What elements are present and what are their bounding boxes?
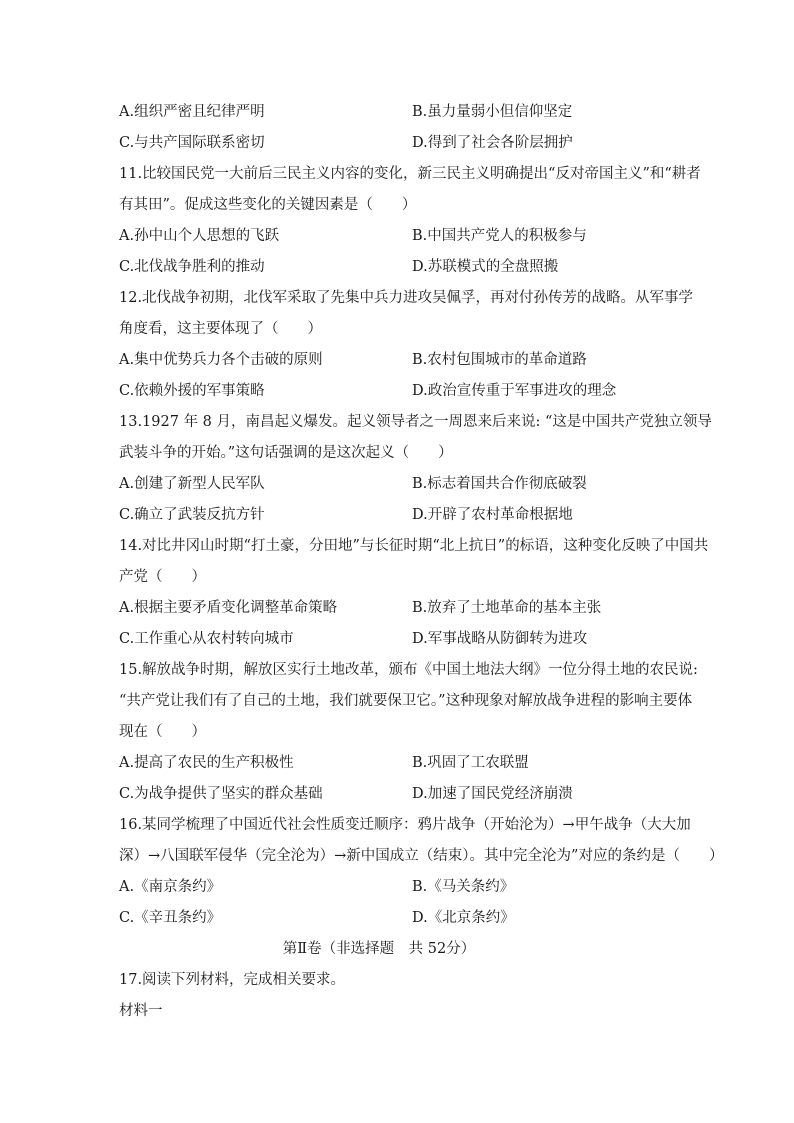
q16-stem-line-2: 深）→八国联军侵华（完全沦为）→新中国成立（结束）。其中完全沦为”对应的条约是（ ） — [119, 848, 724, 864]
q11-stem-line-2: 有其田”。促成这些变化的关键因素是（ ） — [119, 197, 417, 213]
q14-option-a: A.根据主要矛盾变化调整革命策略 — [119, 600, 338, 616]
q14-option-c: C.工作重心从农村转向城市 — [119, 631, 294, 647]
q11-option-a: A.孙中山个人思想的飞跃 — [119, 228, 280, 244]
q16-option-a: A.《南京条约》 — [119, 879, 222, 895]
q16-option-c: C.《辛丑条约》 — [119, 910, 222, 926]
q12-option-d: D.政治宣传重于军事进攻的理念 — [412, 383, 617, 399]
q13-options-row-1 — [119, 469, 679, 500]
q13-stem-line-1: 13.1927 年 8 月，南昌起义爆发。起义领导者之一周恩来后来说: “这是中国共产党独立领导 — [119, 414, 712, 430]
section-2-heading: 第Ⅱ卷（非选择题 共 52分） — [282, 941, 476, 957]
q14-option-d: D.军事战略从防御转为进攻 — [412, 631, 588, 647]
q15-option-a: A.提高了农民的生产积极性 — [119, 755, 294, 771]
q14-option-b: B.放弃了土地革命的基本主张 — [412, 600, 602, 616]
q17-stem-line-1: 17.阅读下列材料，完成相关要求。 — [119, 972, 346, 988]
q16-option-b: B.《马关条约》 — [412, 879, 515, 895]
q15-stem-line-2: “共产党让我们有了自己的土地，我们就要保卫它。”这种现象对解放战争进程的影响主要体 — [119, 693, 693, 709]
q12-options-row-2 — [119, 376, 679, 407]
q15-option-d: D.加速了国民党经济崩溃 — [412, 786, 573, 802]
q12-stem-line-2: 角度看，这主要体现了（ ） — [119, 321, 322, 337]
q15-option-c: C.为战争提供了坚实的群众基础 — [119, 786, 323, 802]
q14-options-row-1 — [119, 593, 679, 624]
q11-options-row-1 — [119, 221, 679, 252]
q15-stem-line-3: 现在（ ） — [119, 724, 206, 740]
q11-stem-line-1: 11.比较国民党一大前后三民主义内容的变化，新三民主义明确提出“反对帝国主义”和“耕者 — [119, 166, 701, 182]
q12-option-b: B.农村包围城市的革命道路 — [412, 352, 587, 368]
q12-option-a: A.集中优势兵力各个击破的原则 — [119, 352, 323, 368]
q13-option-a: A.创建了新型人民军队 — [119, 476, 265, 492]
q14-options-row-2 — [119, 624, 679, 655]
q11-option-b: B.中国共产党人的积极参与 — [412, 228, 587, 244]
q17-material-label: 材料一 — [119, 1003, 163, 1019]
q10-option-c: C.与共产国际联系密切 — [119, 135, 265, 151]
q12-option-c: C.依赖外援的军事策略 — [119, 383, 265, 399]
q15-stem-line-1: 15.解放战争时期，解放区实行土地改革，颁布《中国土地法大纲》一位分得土地的农民说: — [119, 662, 698, 678]
q15-options-row-1 — [119, 748, 679, 779]
q16-options-row-2 — [119, 903, 679, 934]
q13-options-row-2 — [119, 500, 679, 531]
q10-option-d: D.得到了社会各阶层拥护 — [412, 135, 573, 151]
q11-option-d: D.苏联模式的全盘照搬 — [412, 259, 559, 275]
q13-option-b: B.标志着国共合作彻底破裂 — [412, 476, 587, 492]
q15-options-row-2 — [119, 779, 679, 810]
q12-options-row-1 — [119, 345, 679, 376]
q11-option-c: C.北伐战争胜利的推动 — [119, 259, 265, 275]
q11-options-row-2 — [119, 252, 679, 283]
q10-option-b: B.虽力量弱小但信仰坚定 — [412, 104, 573, 120]
q13-stem-line-2: 武装斗争的开始。”这句话强调的是这次起义（ ） — [119, 445, 453, 461]
q16-options-row-1 — [119, 872, 679, 903]
q14-stem-line-1: 14.对比井冈山时期“打土豪，分田地”与长征时期“北上抗日”的标语，这种变化反映了中国共 — [119, 538, 709, 554]
q14-stem-line-2: 产党（ ） — [119, 569, 206, 585]
q10-options-row-2 — [119, 128, 679, 159]
q12-stem-line-1: 12.北伐战争初期，北伐军采取了先集中兵力进攻吴佩孚，再对付孙传芳的战略。从军事学 — [119, 290, 694, 306]
q16-option-d: D.《北京条约》 — [412, 910, 515, 926]
q13-option-c: C.确立了武装反抗方针 — [119, 507, 265, 523]
q13-option-d: D.开辟了农村革命根据地 — [412, 507, 573, 523]
q10-options-row-1 — [119, 97, 679, 128]
q10-option-a: A.组织严密且纪律严明 — [119, 104, 265, 120]
q16-stem-line-1: 16.某同学梳理了中国近代社会性质变迁顺序：鸦片战争（开始沦为）→甲午战争（大大加 — [119, 817, 691, 833]
exam-page — [119, 97, 724, 1027]
q15-option-b: B.巩固了工农联盟 — [412, 755, 529, 771]
